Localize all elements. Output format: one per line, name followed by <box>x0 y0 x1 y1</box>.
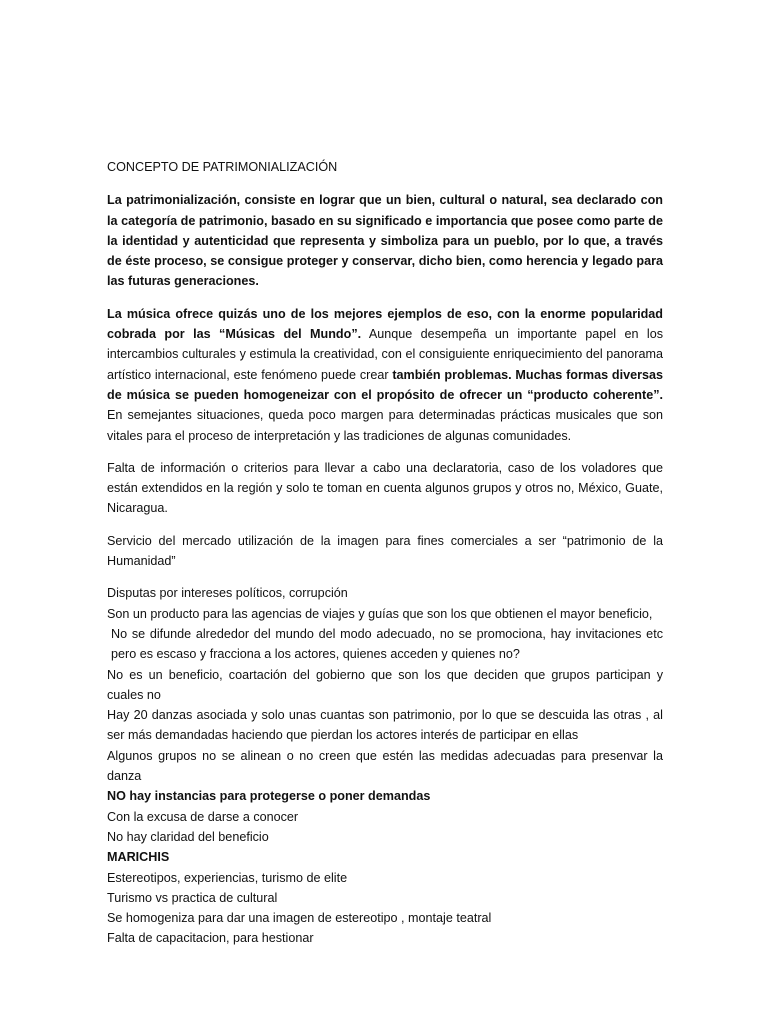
document-title: CONCEPTO DE PATRIMONIALIZACIÓN <box>107 160 338 174</box>
paragraph-patrimonializacion: La patrimonialización, consiste en lograr que un bien, cultural o natural, sea declarado con la categoría de patrimonio, basado en su significado e importancia que posee como parte de la identidad y autenticidad que representa y simboliza para un pueblo, por lo que, a través de éste proceso, se consigue proteger y conservar, dicho bien, como herencia y legado para las futuras generaciones. <box>107 193 663 289</box>
list-item: MARICHIS <box>107 850 170 865</box>
paragraph-musica-body: Aunque desempeña un importante papel en los intercambios culturales y estimula la creatividad, con el consiguiente enriquecimiento del panorama artístico internacional, este fenómeno puede crear <box>107 327 664 382</box>
notes-list <box>107 583 663 948</box>
paragraph-musica <box>107 304 663 446</box>
list-item: Estereotipos, experiencias, turismo de elite <box>107 870 348 885</box>
list-item: No se difunde alrededor del mundo del modo adecuado, no se promociona, hay invitaciones etc pero es escaso y fracciona a los actores, quienes acceden y quienes no? <box>111 626 663 662</box>
document-body <box>107 157 663 949</box>
list-item: Disputas por intereses políticos, corrupción <box>107 586 348 601</box>
list-item: Con la excusa de darse a conocer <box>107 809 299 824</box>
list-item: Algunos grupos no se alinean o no creen que estén las medidas adecuadas para presenvar la danza <box>107 748 663 784</box>
list-item: No hay claridad del beneficio <box>107 829 269 844</box>
list-item: No es un beneficio, coartación del gobierno que son los que deciden que grupos participan y cuales no <box>107 667 663 702</box>
paragraph-musica-end: En semejantes situaciones, queda poco margen para determinadas prácticas musicales que son vitales para el proceso de interpretación y las tradiciones de algunas comunidades. <box>107 408 663 443</box>
list-item: NO hay instancias para protegerse o poner demandas <box>107 789 431 804</box>
paragraph-falta-informacion: Falta de información o criterios para llevar a cabo una declaratoria, caso de los voladores que están extendidos en la región y solo te toman en cuenta algunos grupos y otros no, México, Guate, Nicaragua. <box>107 460 663 516</box>
list-item: Son un producto para las agencias de viajes y guías que son los que obtienen el mayor beneficio, <box>107 606 653 621</box>
paragraph-musica-problems: también problemas. Muchas formas diversas de música se pueden homogeneizar con el propósito de ofrecer un “producto coherente”. <box>107 367 663 402</box>
list-item: Turismo vs practica de cultural <box>107 890 278 905</box>
list-item: Hay 20 danzas asociada y solo unas cuantas son patrimonio, por lo que se descuida las otras , al ser más demandadas haciendo que pierdan los actores interés de participar en ellas <box>107 708 663 743</box>
paragraph-servicio-mercado: Servicio del mercado utilización de la imagen para fines comerciales a ser “patrimonio de la Humanidad” <box>107 533 663 569</box>
list-item: Se homogeniza para dar una imagen de estereotipo , montaje teatral <box>107 911 492 926</box>
list-item: Falta de capacitacion, para hestionar <box>107 931 314 946</box>
paragraph-musica-lead: La música ofrece quizás uno de los mejores ejemplos de eso, con la enorme popularidad cobrada por las “Músicas del Mundo”. <box>107 306 663 342</box>
